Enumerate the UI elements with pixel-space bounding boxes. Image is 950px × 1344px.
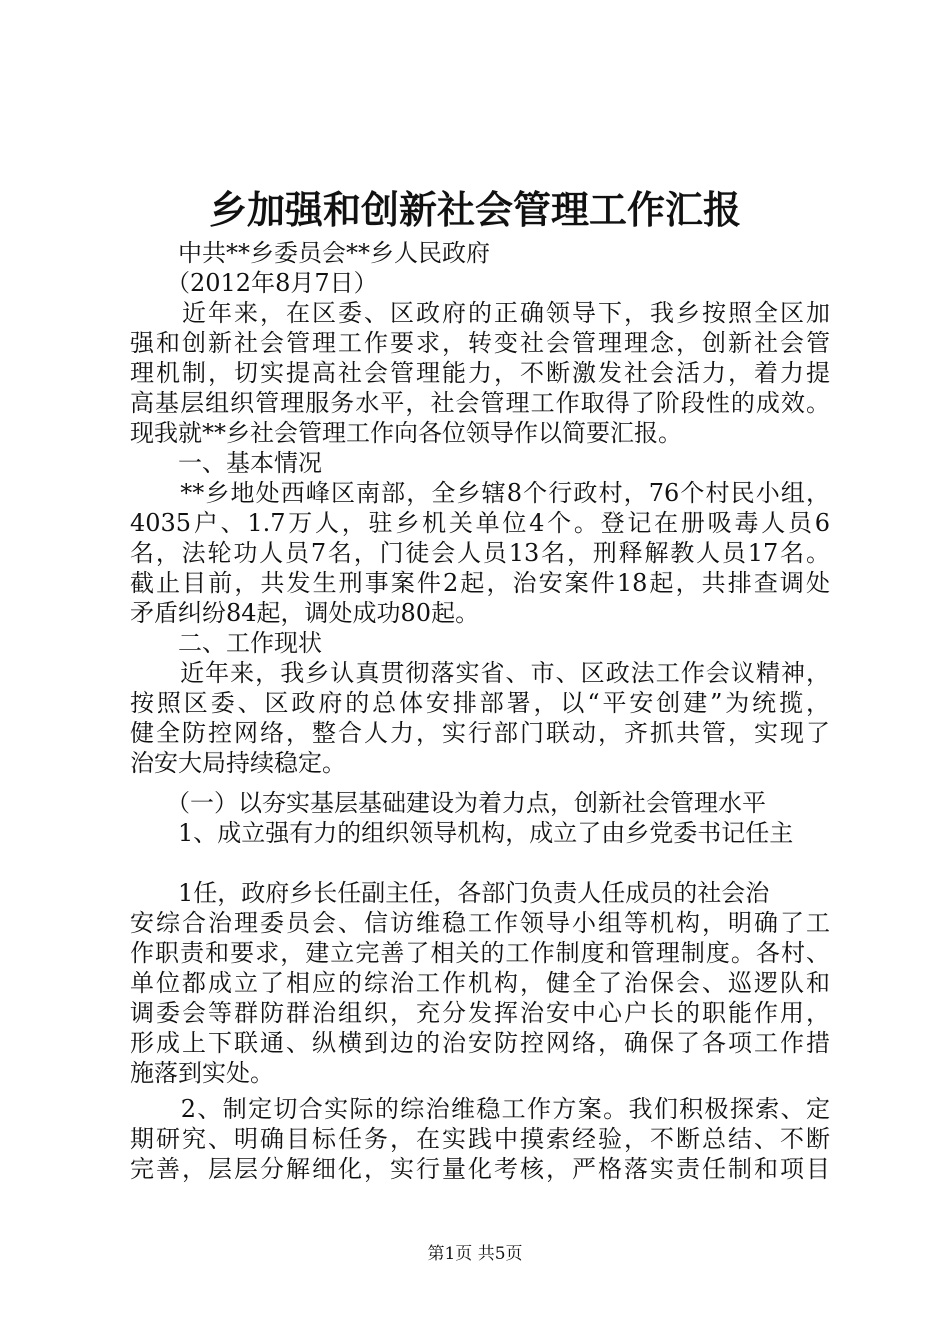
body-line: 形成上下联通、纵横到边的治安防控网络，确保了各项工作措 — [130, 1029, 830, 1057]
body-line: 1任，政府乡长任副主任，各部门负责人任成员的社会治 — [130, 879, 770, 907]
body-line: 理机制，切实提高社会管理能力，不断激发社会活力，着力提 — [130, 359, 830, 387]
page-indicator: 第1页 共5页 — [427, 1244, 523, 1264]
body-line: 强和创新社会管理工作要求，转变社会管理理念，创新社会管 — [130, 329, 830, 357]
body-line: 矛盾纠纷84起，调处成功80起。 — [130, 599, 480, 627]
body-line: 单位都成立了相应的综治工作机构，健全了治保会、巡逻队和 — [130, 969, 830, 997]
body-line: 高基层组织管理服务水平，社会管理工作取得了阶段性的成效。 — [130, 389, 830, 417]
body-line: 近年来，我乡认真贯彻落实省、市、区政法工作会议精神， — [130, 659, 830, 687]
body-line: 4035户、1.7万人，驻乡机关单位4个。登记在册吸毒人员6 — [130, 509, 830, 537]
body-line: 安综合治理委员会、信访维稳工作领导小组等机构，明确了工 — [130, 909, 830, 937]
body-line: 截止目前，共发生刑事案件2起，治安案件18起，共排查调处 — [130, 569, 830, 597]
document-title: 乡加强和创新社会管理工作汇报 — [208, 187, 741, 232]
date-line: （2012年8月7日） — [130, 269, 378, 297]
body-line: 调委会等群防群治组织，充分发挥治安中心户长的职能作用， — [130, 999, 830, 1027]
body-line: 近年来，在区委、区政府的正确领导下，我乡按照全区加 — [130, 299, 830, 327]
body-line: **乡地处西峰区南部，全乡辖8个行政村，76个村民小组， — [130, 479, 830, 507]
body-line: 2、制定切合实际的综治维稳工作方案。我们积极探索、定 — [130, 1095, 830, 1123]
body-line: 1、成立强有力的组织领导机构，成立了由乡党委书记任主 — [130, 819, 794, 847]
body-line: 健全防控网络，整合人力，实行部门联动，齐抓共管，实现了 — [130, 719, 830, 747]
body-line: 治安大局持续稳定。 — [130, 749, 346, 777]
issuer-line: 中共**乡委员会**乡人民政府 — [130, 239, 490, 267]
section-heading: 二、工作现状 — [130, 629, 322, 657]
body-line: 名，法轮功人员7名，门徒会人员13名，刑释解教人员17名。 — [130, 539, 830, 567]
body-line: 施落到实处。 — [130, 1059, 274, 1087]
section-heading: 一、基本情况 — [130, 449, 322, 477]
body-line: 完善，层层分解细化，实行量化考核，严格落实责任制和项目 — [130, 1155, 830, 1183]
body-line: 按照区委、区政府的总体安排部署，以“平安创建”为统揽， — [130, 689, 830, 717]
body-line: 期研究、明确目标任务，在实践中摸索经验，不断总结、不断 — [130, 1125, 830, 1153]
body-line: 现我就**乡社会管理工作向各位领导作以简要汇报。 — [130, 419, 682, 447]
subsection-heading: （一）以夯实基层基础建设为着力点，创新社会管理水平 — [130, 789, 766, 817]
body-line: 作职责和要求，建立完善了相关的工作制度和管理制度。各村、 — [130, 939, 830, 967]
